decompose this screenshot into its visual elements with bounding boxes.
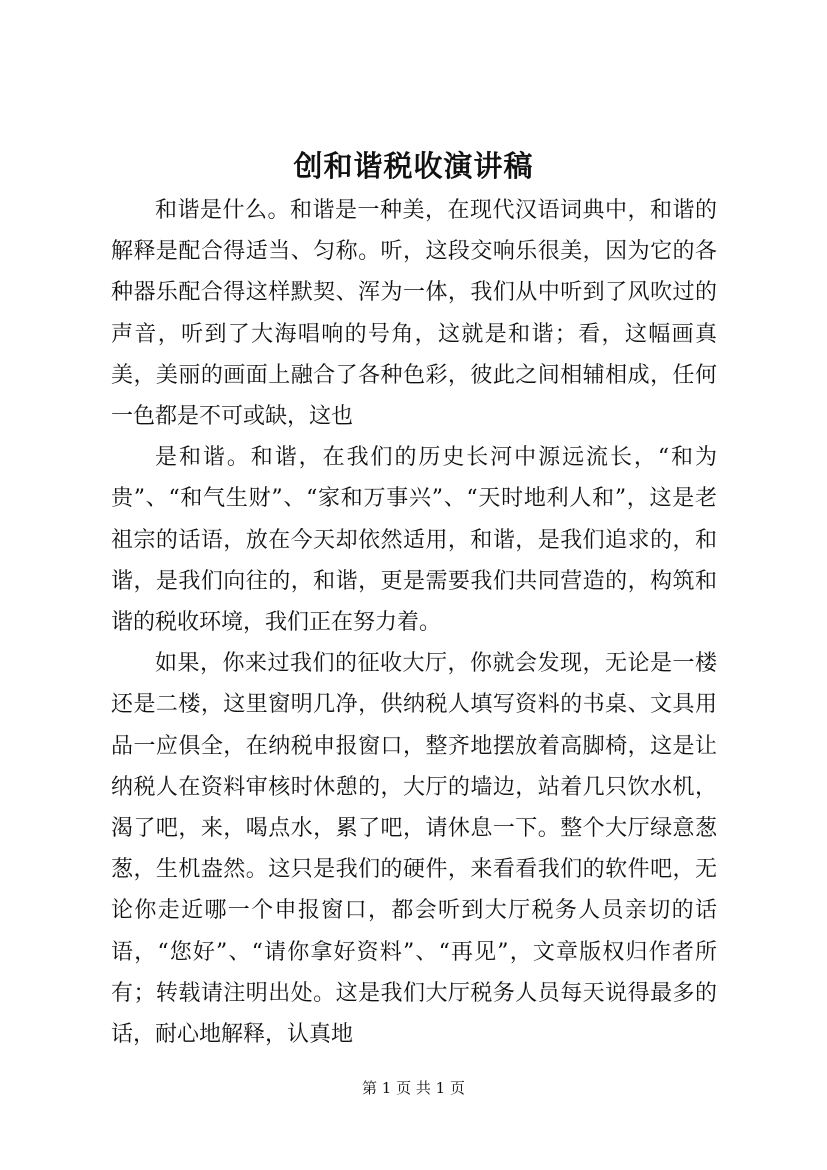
paragraph-2: 是和谐。和谐，在我们的历史长河中源远流长，“和为贵”、“和气生财”、“家和万事兴”、“天时地利人和”，这是老祖宗的话语，放在今天却依然适用，和谐，是我们追求的，和谐，是我们向往的，和谐，更是需要我们共同营造的，构筑和谐的税收环境，我们正在努力着。 <box>111 445 717 636</box>
document-body <box>111 190 717 1055</box>
paragraph-3: 如果，你来过我们的征收大厅，你就会发现，无论是一楼还是二楼，这里窗明几净，供纳税人填写资料的书桌、文具用品一应俱全，在纳税申报窗口，整齐地摆放着高脚椅，这是让纳税人在资料审核时休憩的，大厅的墙边，站着几只饮水机，渴了吧，来，喝点水，累了吧，请休息一下。整个大厅绿意葱葱，生机盎然。这只是我们的硬件，来看看我们的软件吧，无论你走近哪一个申报窗口，都会听到大厅税务人员亲切的话语，“您好”、“请你拿好资料”、“再见”，文章版权归作者所有；转载请注明出处。这是我们大厅税务人员每天说得最多的话，耐心地解释，认真地 <box>111 651 717 1048</box>
paragraph-1: 和谐是什么。和谐是一种美，在现代汉语词典中，和谐的解释是配合得适当、匀称。听，这段交响乐很美，因为它的各种器乐配合得这样默契、浑为一体，我们从中听到了风吹过的声音，听到了大海唱响的号角，这就是和谐；看，这幅画真美，美丽的画面上融合了各种色彩，彼此之间相辅相成，任何一色都是不可或缺，这也 <box>111 198 717 430</box>
document-title: 创和谐税收演讲稿 <box>293 149 534 183</box>
page-footer: 第 1 页 共 1 页 <box>362 1079 465 1097</box>
